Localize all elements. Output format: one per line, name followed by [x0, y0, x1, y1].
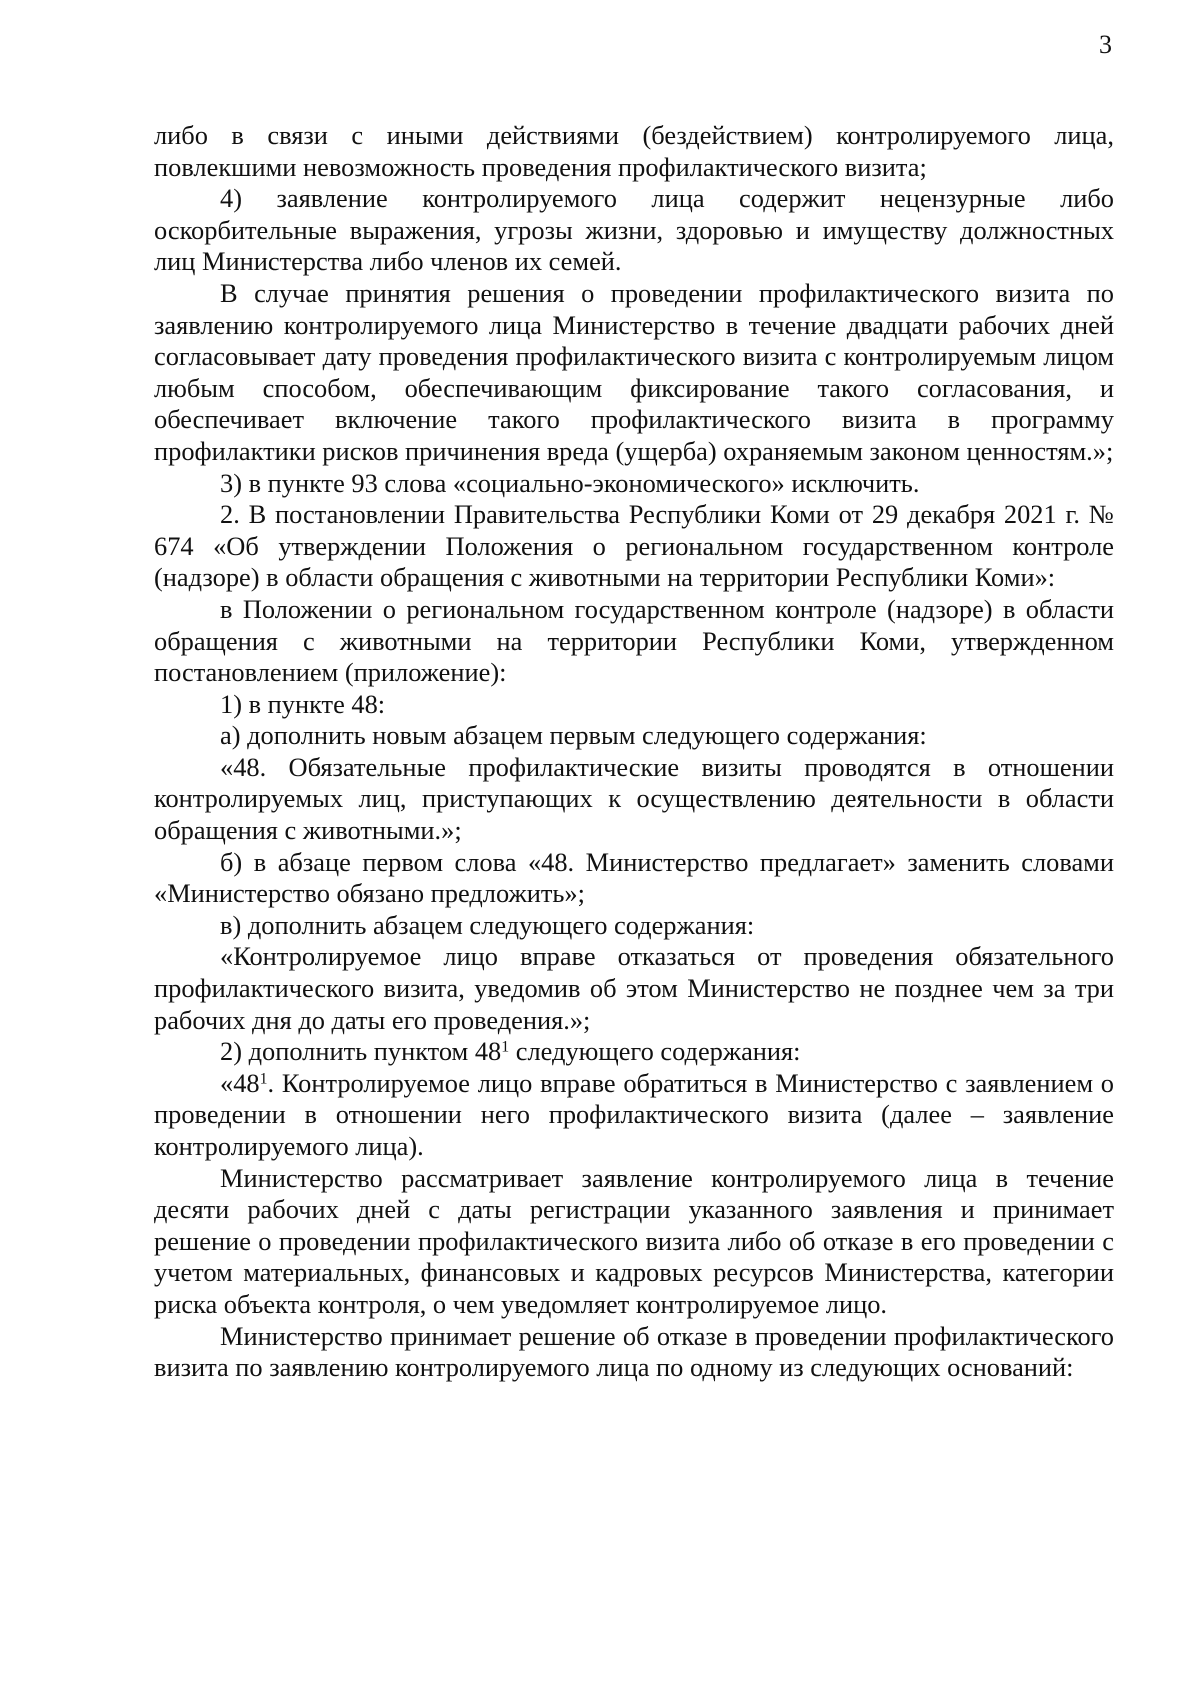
paragraph: в Положении о региональном государственном контроле (надзоре) в области обращения с животными на территории Республики Коми, утвержденном постановлением (приложение):: [154, 593, 1114, 688]
paragraph: [154, 1036, 1114, 1068]
paragraph: 3) в пункте 93 слова «социально-экономического» исключить.: [220, 467, 920, 498]
paragraph: Министерство рассматривает заявление контролируемого лица в течение десяти рабочих дней с даты регистрации указанного заявления и принимает решение о проведении профилактического визита либо об отказе в его проведении с учетом материальных, финансовых и кадровых ресурсов Министерства, категории риска объекта контроля, о чем уведомляет контролируемое лицо.: [154, 1162, 1114, 1319]
paragraph: В случае принятия решения о проведении профилактического визита по заявлению контролируемого лица Министерство в течение двадцати рабочих дней согласовывает дату проведения профилактического визита с контролируемым лицом любым способом, обеспечивающим фиксирование такого согласования, и обеспечивает включение такого профилактического визита в программу профилактики рисков причинения вреда (ущерба) охраняемым законом ценностям.»;: [154, 277, 1114, 466]
superscript: 1: [501, 1038, 510, 1056]
paragraph-rest: . Контролируемое лицо вправе обратиться в Министерство с заявлением о проведении в отношении него профилактического визита (далее – заявление контролируемого лица).: [154, 1067, 1114, 1161]
page-number: 3: [1099, 30, 1112, 59]
paragraph: в) дополнить абзацем следующего содержания:: [220, 909, 755, 940]
paragraph: «Контролируемое лицо вправе отказаться от проведения обязательного профилактического визита, уведомив об этом Министерство не позднее чем за три рабочих дня до даты его проведения.»;: [154, 941, 1114, 1035]
paragraph: либо в связи с иными действиями (бездействием) контролируемого лица, повлекшими невозможность проведения профилактического визита;: [154, 120, 1114, 182]
paragraph-lead: «48: [220, 1067, 260, 1098]
paragraph: 4) заявление контролируемого лица содержит нецензурные либо оскорбительные выражения, угрозы жизни, здоровью и имуществу должностных лиц Министерства либо членов их семей.: [154, 183, 1114, 277]
paragraph: [154, 1068, 1114, 1163]
document-body: [154, 120, 1114, 1384]
paragraph-rest: следующего содержания:: [515, 1036, 801, 1067]
paragraph: Министерство принимает решение об отказе в проведении профилактического визита по заявлению контролируемого лица по одному из следующих оснований:: [154, 1320, 1114, 1383]
paragraph: б) в абзаце первом слова «48. Министерство предлагает» заменить словами «Министерство обязано предложить»;: [154, 846, 1114, 909]
paragraph: «48. Обязательные профилактические визиты проводятся в отношении контролируемых лиц, приступающих к осуществлению деятельности в области обращения с животными.»;: [154, 751, 1114, 846]
paragraph: 1) в пункте 48:: [220, 688, 386, 719]
superscript: 1: [259, 1070, 268, 1088]
paragraph-lead: 2) дополнить пунктом 48: [220, 1036, 502, 1067]
paragraph: а) дополнить новым абзацем первым следующего содержания:: [220, 720, 927, 751]
paragraph: 2. В постановлении Правительства Республики Коми от 29 декабря 2021 г. № 674 «Об утверждении Положения о региональном государственном контроле (надзоре) в области обращения с животными на территории Республики Коми»:: [154, 499, 1114, 593]
